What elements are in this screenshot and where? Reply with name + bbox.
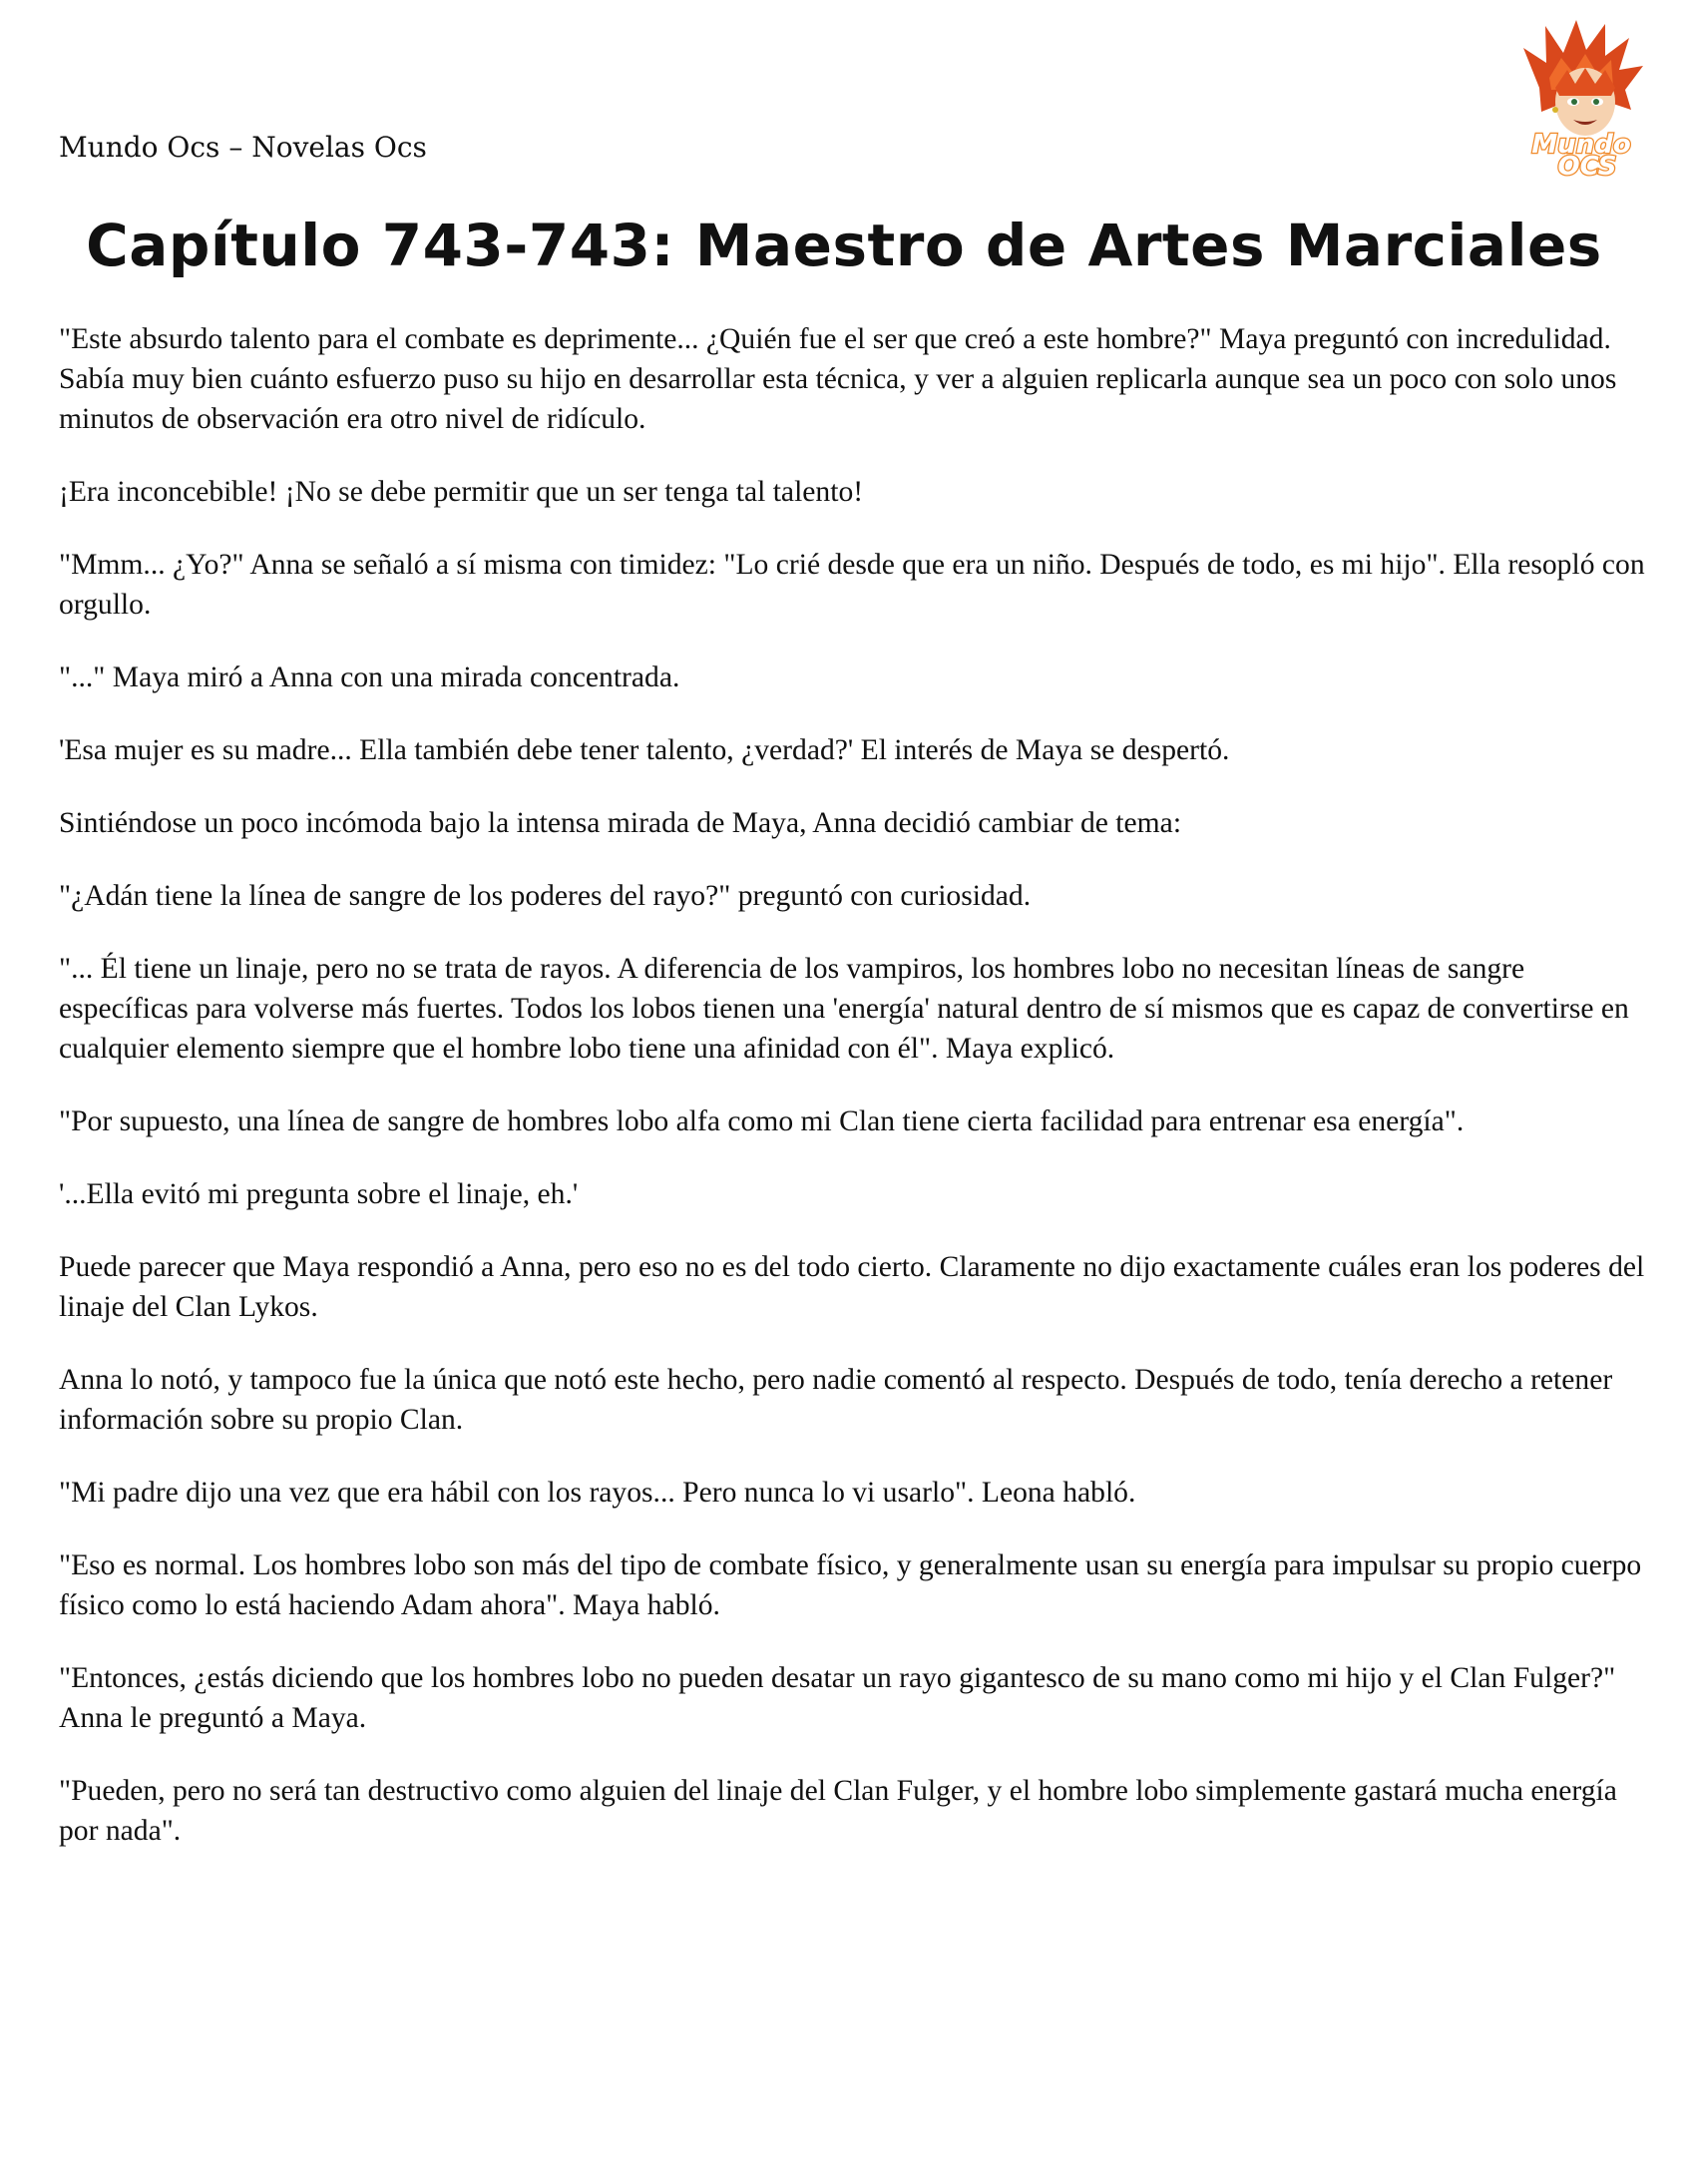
paragraph: 'Esa mujer es su madre... Ella también debe tener talento, ¿verdad?' El interés de Maya se despertó. [59, 734, 1230, 766]
paragraph: "Por supuesto, una línea de sangre de hombres lobo alfa como mi Clan tiene cierta facilidad para entrenar esa energía". [59, 1105, 1465, 1137]
mundo-ocs-logo [1501, 18, 1661, 180]
paragraph: "Eso es normal. Los hombres lobo son más del tipo de combate físico, y generalmente usan su energía para impulsar su propio cuerpo físico como lo está haciendo Adam ahora". Maya habló. [59, 1549, 1642, 1621]
site-header: Mundo Ocs – Novelas Ocs [59, 131, 427, 164]
paragraph: '...Ella evitó mi pregunta sobre el linaje, eh.' [59, 1178, 579, 1210]
logo-text-bottom: OCS [1557, 152, 1617, 180]
paragraph: Anna lo notó, y tampoco fue la única que notó este hecho, pero nadie comentó al respecto. Después de todo, tenía derecho a retener información sobre su propio Clan. [59, 1364, 1613, 1436]
paragraph: "Este absurdo talento para el combate es deprimente... ¿Quién fue el ser que creó a este hombre?" Maya preguntó con incredulidad. Sabía muy bien cuánto esfuerzo puso su hijo en desarrollar esta técnica, y ver a alguien replicarla aunque sea un poco con solo unos minutos de observación era otro nivel de ridículo. [59, 323, 1617, 435]
paragraph: ¡Era inconcebible! ¡No se debe permitir que un ser tenga tal talento! [59, 476, 864, 508]
paragraph: "..." Maya miró a Anna con una mirada concentrada. [59, 661, 680, 693]
paragraph: "Entonces, ¿estás diciendo que los hombres lobo no pueden desatar un rayo gigantesco de su mano como mi hijo y el Clan Fulger?" Anna le preguntó a Maya. [59, 1662, 1616, 1734]
paragraph: "Mmm... ¿Yo?" Anna se señaló a sí misma con timidez: "Lo crié desde que era un niño. Después de todo, es mi hijo". Ella resopló con orgullo. [59, 549, 1645, 621]
paragraph: "Pueden, pero no será tan destructivo como alguien del linaje del Clan Fulger, y el hombre lobo simplemente gastará mucha energía por nada". [59, 1775, 1617, 1847]
chapter-body [59, 319, 1653, 1884]
paragraph: Sintiéndose un poco incómoda bajo la intensa mirada de Maya, Anna decidió cambiar de tema: [59, 807, 1182, 839]
paragraph: Puede parecer que Maya respondió a Anna, pero eso no es del todo cierto. Claramente no dijo exactamente cuáles eran los poderes del linaje del Clan Lykos. [59, 1251, 1645, 1323]
chapter-title: Capítulo 743-743: Maestro de Artes Marciales [86, 212, 1602, 279]
paragraph: "Mi padre dijo una vez que era hábil con los rayos... Pero nunca lo vi usarlo". Leona habló. [59, 1477, 1136, 1509]
logo-text-top: Mundo [1531, 130, 1631, 160]
paragraph: "... Él tiene un linaje, pero no se trata de rayos. A diferencia de los vampiros, los hombres lobo no necesitan líneas de sangre específicas para volverse más fuertes. Todos los lobos tienen una 'energía' natural dentro de sí mismos que es capaz de convertirse en cualquier elemento siempre que el hombre lobo tiene una afinidad con él". Maya explicó. [59, 953, 1629, 1065]
paragraph: "¿Adán tiene la línea de sangre de los poderes del rayo?" preguntó con curiosidad. [59, 880, 1032, 912]
